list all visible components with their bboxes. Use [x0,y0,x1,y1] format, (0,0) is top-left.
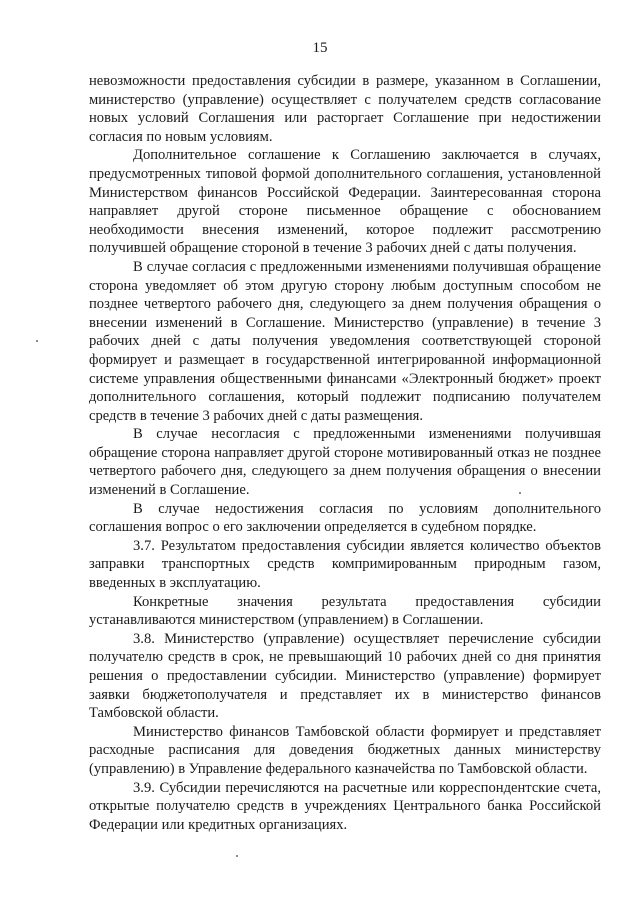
scan-speck [36,340,38,342]
paragraph-continuation: невозможности предоставления субсидии в размере, указанном в Соглашении, министерство (управление) осуществляет с получателем средств согласование новых условий Соглашения или расторгает Соглашение при недостижении согласия по новым условиям. [89,73,601,145]
document-body [89,72,601,834]
page-number: 15 [312,40,328,56]
paragraph-court-case: В случае недостижения согласия по условиям дополнительного соглашения вопрос о его заключении определяется в судебном порядке. [89,500,601,536]
paragraph-additional-agreement: Дополнительное соглашение к Соглашению заключается в случаях, предусмотренных типовой формой дополнительного соглашения, установленной Министерством финансов Российской Федерации. Заинтересованная сторона направляет другой стороне письменное обращение с обоснованием необходимости внесения изменений, которое подлежит рассмотрению получившей обращение стороной в течение 3 рабочих дней с даты получения. [89,147,601,257]
scan-speck [519,492,521,494]
scan-speck [236,855,238,857]
paragraph-3-7: 3.7. Результатом предоставления субсидии является количество объектов заправки транспортных средств компримированным природным газом, введенных в эксплуатацию. [89,537,601,592]
paragraph-3-9: 3.9. Субсидии перечисляются на расчетные или корреспондентские счета, открытые получателю средств в учреждениях Центрального банка Российской Федерации или кредитных организациях. [89,779,601,833]
paragraph-result-values: Конкретные значения результата предоставления субсидии устанавливаются министерством (управлением) в Соглашении. [89,593,601,629]
paragraph-finance-ministry: Министерство финансов Тамбовской области формирует и представляет расходные расписания для доведения бюджетных данных министерству (управлению) в Управление федерального казначейства по Тамбовской области. [89,723,601,777]
paragraph-consent-case: В случае согласия с предложенными изменениями получившая обращение сторона уведомляет об этом другую сторону любым доступным способом не позднее четвертого рабочего дня, следующего за днем получения обращения о внесении изменений в Соглашение. Министерство (управление) в течение 3 рабочих дней с даты получения уведомления соответствующей стороной формирует и размещает в государственной интегрированной информационной системе управления общественными финансами «Электронный бюджет» проект дополнительного соглашения, который подлежит подписанию получателем средств в течение 3 рабочих дней с даты размещения. [89,258,601,424]
paragraph-disagreement-case: В случае несогласия с предложенными изменениями получившая обращение сторона направляет другой стороне мотивированный отказ не позднее четвертого рабочего дня, следующего за днем получения обращения о внесении изменений в Соглашение. [89,426,601,499]
paragraph-3-8: 3.8. Министерство (управление) осуществляет перечисление субсидии получателю средств в срок, не превышающий 10 рабочих дней со дня принятия решения о предоставлении субсидии. Министерство (управление) формирует заявки бюджетополучателя и представляет их в министерство финансов Тамбовской области. [89,630,601,722]
